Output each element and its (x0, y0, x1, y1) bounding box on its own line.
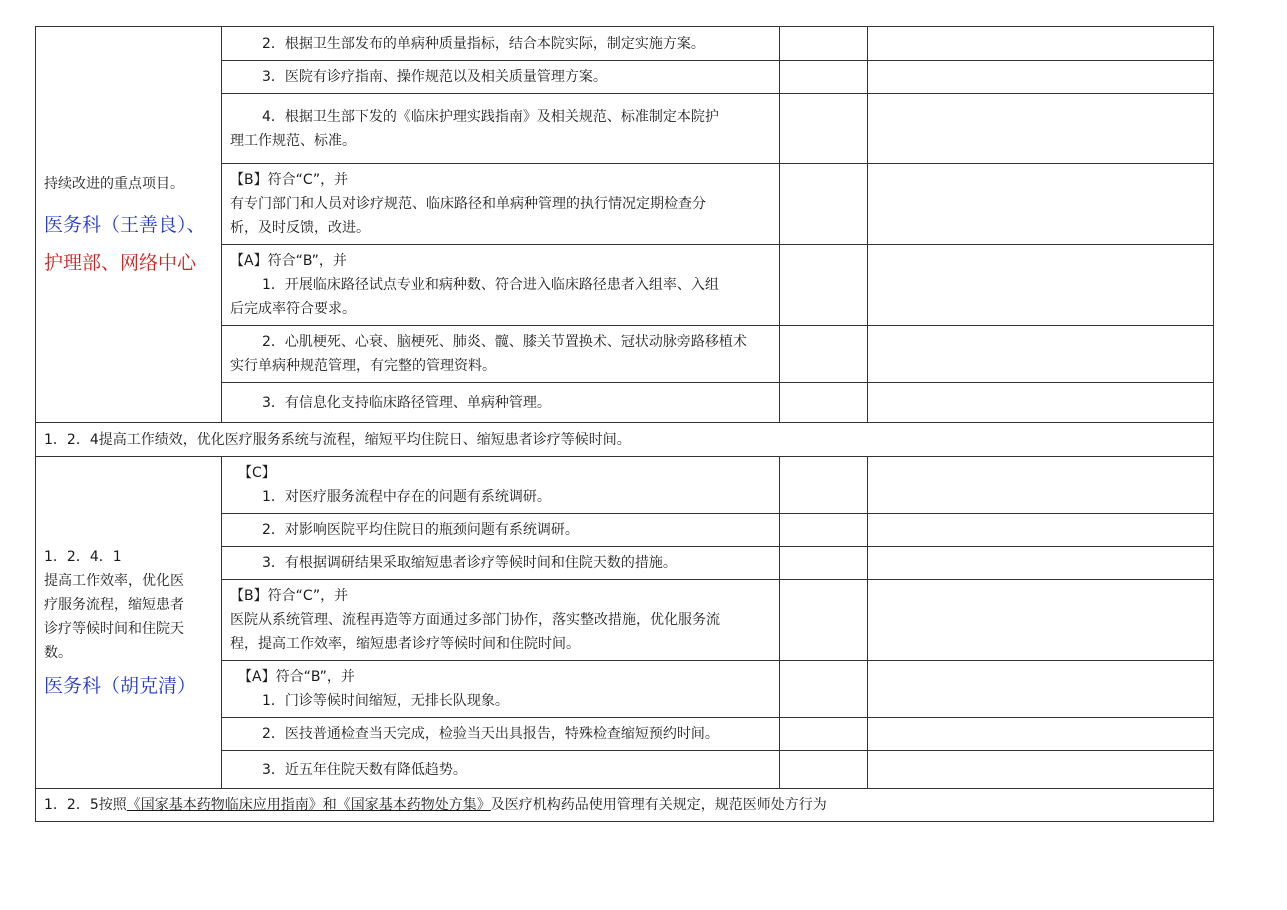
item-code: 1．2．4．1 (44, 548, 122, 565)
grade-c-label: 【C】 (238, 465, 276, 481)
heading-suffix: 及医疗机构药品使用管理有关规定，规范医师处方行为 (490, 797, 827, 813)
remarks-cell (868, 514, 1214, 547)
grade-b-label: 【B】符合“C”，并 (230, 172, 349, 188)
responsible-dept-medical: 医务科（胡克清） (44, 674, 197, 697)
score-cell (780, 751, 868, 789)
criterion-text: 1．门诊等候时间缩短，无排长队现象。 (262, 693, 509, 709)
item-description-text: 持续改进的重点项目。 (44, 175, 184, 192)
assessment-table (35, 26, 1214, 822)
criterion-cell (222, 718, 780, 751)
section-heading-1-2-5 (36, 789, 1214, 822)
criterion-text: 1．开展临床路径试点专业和病种数、符合进入临床路径患者入组率、入组 (262, 277, 719, 293)
criterion-cell (222, 326, 780, 383)
remarks-cell (868, 164, 1214, 245)
remarks-cell (868, 326, 1214, 383)
criterion-text: 3．有根据调研结果采取缩短患者诊疗等候时间和住院天数的措施。 (262, 555, 677, 571)
criterion-text: 有专门部门和人员对诊疗规范、临床路径和单病种管理的执行情况定期检查分 (230, 196, 706, 212)
criterion-text: 3．有信息化支持临床路径管理、单病种管理。 (262, 394, 551, 411)
criterion-text: 3．医院有诊疗指南、操作规范以及相关质量管理方案。 (262, 69, 607, 85)
criterion-cell (222, 245, 780, 326)
heading-prefix: 1．2．5按照 (44, 797, 127, 813)
score-cell (780, 514, 868, 547)
remarks-cell (868, 27, 1214, 61)
criterion-text: 理工作规范、标准。 (230, 132, 356, 149)
criterion-text: 2．心肌梗死、心衰、脑梗死、肺炎、髋、膝关节置换术、冠状动脉旁路移植术 (262, 334, 747, 350)
score-cell (780, 61, 868, 94)
score-cell (780, 718, 868, 751)
criterion-text: 1．对医疗服务流程中存在的问题有系统调研。 (262, 489, 551, 505)
score-cell (780, 326, 868, 383)
criterion-cell (222, 751, 780, 789)
criterion-text: 4．根据卫生部下发的《临床护理实践指南》及相关规范、标准制定本院护 (262, 108, 719, 125)
grade-a-label: 【A】符合“B”，并 (238, 669, 355, 685)
criterion-text: 3．近五年住院天数有降低趋势。 (262, 761, 467, 778)
remarks-cell (868, 547, 1214, 580)
score-cell (780, 27, 868, 61)
score-cell (780, 580, 868, 661)
item-description-cell (36, 457, 222, 789)
item-description-text: 疗服务流程，缩短患者 (44, 596, 184, 613)
score-cell (780, 661, 868, 718)
remarks-cell (868, 661, 1214, 718)
remarks-cell (868, 718, 1214, 751)
guideline-reference: 《国家基本药物临床应用指南》和《国家基本药物处方集》 (126, 797, 491, 813)
criterion-cell (222, 94, 780, 164)
criterion-cell (222, 661, 780, 718)
criterion-cell (222, 27, 780, 61)
remarks-cell (868, 245, 1214, 326)
remarks-cell (868, 94, 1214, 164)
item-description-text: 诊疗等候时间和住院天 (44, 620, 184, 637)
item-description-text: 提高工作效率，优化医 (44, 572, 184, 589)
criterion-text: 实行单病种规范管理，有完整的管理资料。 (230, 358, 496, 374)
score-cell (780, 164, 868, 245)
score-cell (780, 547, 868, 580)
section-heading-text (44, 793, 1205, 817)
criterion-cell (222, 547, 780, 580)
remarks-cell (868, 580, 1214, 661)
criterion-cell (222, 514, 780, 547)
section-heading-1-2-4 (36, 423, 1214, 457)
section-heading-text: 1．2．4提高工作绩效，优化医疗服务系统与流程，缩短平均住院日、缩短患者诊疗等候时间。 (44, 431, 631, 448)
grade-a-label: 【A】符合“B”，并 (230, 253, 347, 269)
criterion-text: 2．对影响医院平均住院日的瓶颈问题有系统调研。 (262, 522, 579, 538)
criterion-text: 2．根据卫生部发布的单病种质量指标，结合本院实际，制定实施方案。 (262, 35, 705, 52)
criterion-text: 后完成率符合要求。 (230, 301, 356, 317)
criterion-cell (222, 61, 780, 94)
score-cell (780, 94, 868, 164)
criterion-cell (222, 383, 780, 423)
responsible-dept-medical: 医务科（王善良）、 (44, 213, 206, 236)
remarks-cell (868, 61, 1214, 94)
criterion-cell (222, 580, 780, 661)
score-cell (780, 383, 868, 423)
remarks-cell (868, 383, 1214, 423)
item-description-cell (36, 27, 222, 423)
item-description-text: 数。 (44, 644, 72, 661)
responsible-dept-nursing: 护理部、网络中心 (44, 251, 197, 274)
criterion-cell (222, 457, 780, 514)
grade-b-label: 【B】符合“C”，并 (230, 588, 349, 604)
score-cell (780, 245, 868, 326)
criterion-text: 2．医技普通检查当天完成，检验当天出具报告，特殊检查缩短预约时间。 (262, 726, 719, 742)
score-cell (780, 457, 868, 514)
remarks-cell (868, 457, 1214, 514)
criterion-text: 析，及时反馈，改进。 (230, 220, 370, 236)
criterion-cell (222, 164, 780, 245)
criterion-text: 程，提高工作效率，缩短患者诊疗等候时间和住院时间。 (230, 636, 580, 652)
criterion-text: 医院从系统管理、流程再造等方面通过多部门协作，落实整改措施，优化服务流 (230, 612, 720, 628)
remarks-cell (868, 751, 1214, 789)
